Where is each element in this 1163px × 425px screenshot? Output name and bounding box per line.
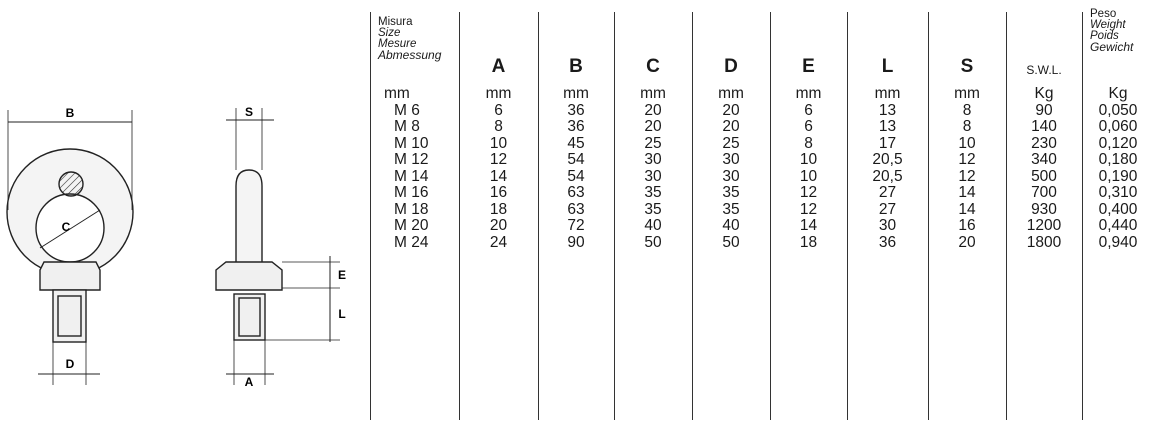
table-cell: 25	[644, 134, 662, 152]
table-cell: 12	[958, 167, 976, 185]
table-cell: 90	[567, 233, 585, 251]
table-cell: 20,5	[872, 167, 903, 185]
dim-label-b: B	[65, 106, 75, 120]
unit-e: mm	[795, 85, 822, 102]
table-cell: 500	[1031, 167, 1057, 185]
table-cell: 6	[494, 101, 503, 119]
table-cell: 27	[878, 200, 897, 218]
table-cell: 36	[567, 101, 585, 119]
dim-label-s: S	[244, 105, 254, 119]
table-cell: 30	[878, 217, 897, 234]
table-cell: M 12	[394, 151, 429, 168]
table-cell: 20	[644, 101, 662, 119]
table-cell: 10	[799, 167, 818, 185]
weight-header-en: Weight	[1090, 19, 1126, 31]
table-cell: 12	[958, 151, 976, 168]
size-header-fr: Mesure	[378, 38, 417, 50]
table-cell: 35	[722, 200, 740, 218]
table-cell: 16	[489, 184, 508, 201]
ring-profile	[236, 170, 262, 268]
dim-label-a: A	[244, 375, 254, 389]
table-cell: 6	[804, 118, 813, 135]
table-cell: 35	[644, 184, 662, 201]
weight-header-de: Gewicht	[1090, 40, 1134, 54]
table-cell: 1200	[1026, 217, 1062, 234]
table-cell: 10	[489, 134, 508, 152]
table-cell: M 10	[394, 134, 429, 152]
col-header-l: L	[881, 56, 894, 77]
col-header-s: S	[960, 56, 974, 77]
side-collar	[216, 262, 282, 290]
table-cell: 0,940	[1098, 233, 1138, 251]
ring-section-hatch	[59, 172, 83, 196]
table-cell: 90	[1035, 101, 1053, 119]
e-column	[770, 86, 847, 251]
table-cell: 36	[567, 118, 585, 135]
table-cell: 0,050	[1098, 101, 1138, 119]
table-cell: 72	[567, 217, 585, 234]
table-cell: 10	[799, 151, 818, 168]
table-cell: 1800	[1026, 233, 1062, 251]
unit-d: mm	[718, 85, 744, 102]
table-cell: 18	[799, 233, 818, 251]
unit-s: mm	[954, 85, 980, 102]
table-cell: 13	[878, 118, 897, 135]
dim-label-d: D	[65, 357, 75, 371]
table-cell: 17	[878, 134, 897, 152]
table-cell: M 16	[394, 184, 429, 201]
table-cell: 35	[644, 200, 662, 218]
table-cell: 63	[567, 200, 585, 218]
size-column	[384, 86, 444, 251]
col-header-c: C	[646, 56, 660, 77]
table-cell: 14	[958, 200, 976, 218]
col-header-d: D	[724, 56, 738, 77]
table-cell: 0,190	[1098, 167, 1138, 185]
table-cell: 12	[799, 184, 818, 201]
column-divider	[370, 12, 371, 420]
eyebolt-spec-table	[370, 0, 1163, 420]
table-cell: 0,400	[1098, 200, 1138, 218]
table-cell: 10	[958, 134, 976, 152]
eyebolt-technical-drawing	[0, 0, 370, 420]
table-cell: 0,120	[1098, 134, 1138, 152]
table-cell: 12	[799, 200, 818, 218]
unit-c: mm	[640, 85, 666, 102]
table-cell: 54	[567, 167, 585, 185]
table-cell: 8	[962, 101, 972, 119]
table-cell: 20,5	[872, 151, 903, 168]
table-cell: 50	[722, 233, 740, 251]
side-view	[216, 108, 340, 385]
table-cell: 20	[722, 118, 740, 135]
table-cell: 20	[722, 101, 740, 119]
unit-b: mm	[563, 85, 589, 102]
table-cell: 0,180	[1098, 151, 1138, 168]
table-cell: 20	[489, 217, 508, 234]
table-cell: 20	[958, 233, 976, 251]
table-cell: 230	[1031, 134, 1057, 152]
table-cell: 6	[804, 101, 813, 119]
table-cell: 30	[644, 167, 662, 185]
table-cell: 14	[958, 184, 976, 201]
table-cell: 0,440	[1098, 217, 1138, 234]
table-cell: 8	[494, 118, 503, 135]
unit-l: mm	[874, 85, 901, 102]
col-header-e: E	[802, 56, 815, 77]
unit-weight: Kg	[1108, 85, 1128, 102]
table-cell: 0,310	[1098, 184, 1138, 201]
table-cell: 27	[878, 184, 897, 201]
table-cell: 930	[1031, 200, 1057, 218]
table-cell: 18	[489, 200, 508, 218]
weight-header-fr: Poids	[1090, 30, 1119, 42]
weight-header-it: Peso	[1090, 8, 1117, 20]
c-column	[614, 86, 692, 251]
dim-label-e: E	[337, 268, 347, 282]
table-cell: M 8	[394, 118, 420, 135]
table-cell: 40	[644, 217, 662, 234]
table-cell: 8	[804, 134, 813, 152]
unit-size: mm	[384, 85, 410, 102]
size-header-en: Size	[378, 27, 401, 39]
b-column	[538, 86, 614, 251]
table-cell: 30	[722, 167, 740, 185]
table-cell: 8	[962, 118, 972, 135]
dim-label-c: C	[61, 220, 71, 234]
swl-column	[1006, 86, 1082, 251]
table-cell: M 18	[394, 200, 429, 218]
table-cell: 140	[1031, 118, 1057, 135]
table-cell: 30	[644, 151, 662, 168]
front-view	[7, 110, 133, 385]
table-cell: 700	[1031, 184, 1057, 201]
table-cell: 45	[567, 134, 585, 152]
table-cell: 35	[722, 184, 740, 201]
table-cell: 12	[489, 151, 508, 168]
table-cell: 14	[489, 167, 508, 185]
col-header-swl: S.W.L.	[1026, 63, 1062, 77]
table-cell: M 6	[394, 101, 420, 119]
table-cell: 24	[489, 233, 508, 251]
table-cell: 54	[567, 151, 585, 168]
size-header-it: Misura	[378, 16, 413, 28]
table-cell: 25	[722, 134, 740, 152]
table-cell: 36	[878, 233, 897, 251]
s-column	[928, 86, 1006, 251]
table-cell: 63	[567, 184, 585, 201]
table-cell: M 24	[394, 233, 429, 251]
table-cell: 340	[1031, 151, 1057, 168]
weight-column	[1082, 86, 1154, 251]
table-cell: M 20	[394, 217, 429, 234]
col-header-a: A	[491, 56, 506, 77]
unit-a: mm	[485, 85, 512, 102]
d-column	[692, 86, 770, 251]
table-cell: 14	[799, 217, 818, 234]
table-cell: 20	[644, 118, 662, 135]
table-cell: 30	[722, 151, 740, 168]
size-header-de: Abmessung	[378, 48, 442, 62]
dim-label-l: L	[338, 307, 346, 321]
unit-swl: Kg	[1034, 85, 1054, 102]
table-cell: M 14	[394, 167, 429, 185]
table-cell: 0,060	[1098, 118, 1138, 135]
a-column	[459, 86, 538, 251]
table-cell: 16	[958, 217, 976, 234]
table-cell: 40	[722, 217, 740, 234]
drawing-svg	[0, 0, 370, 420]
collar	[40, 262, 100, 290]
col-header-b: B	[569, 56, 583, 77]
table-cell: 13	[878, 101, 897, 119]
l-column	[847, 86, 928, 251]
table-cell: 50	[644, 233, 662, 251]
